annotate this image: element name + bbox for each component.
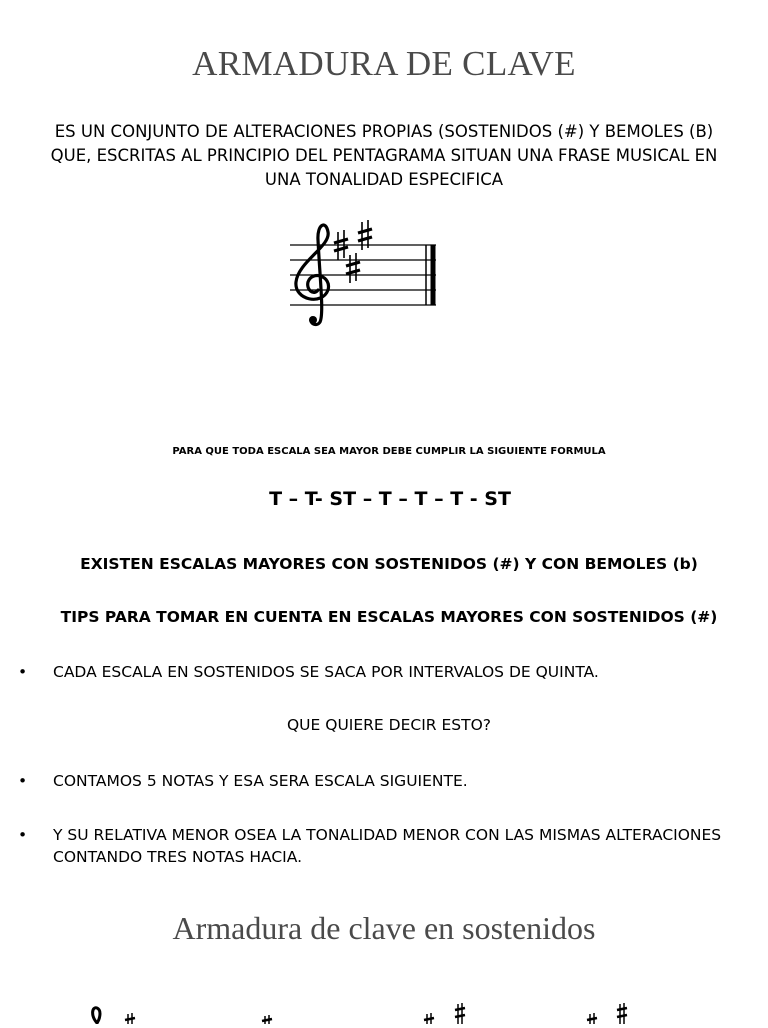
rule-note: PARA QUE TODA ESCALA SEA MAYOR DEBE CUMPLIR LA SIGUIENTE FORMULA	[172, 446, 606, 457]
definition-paragraph: ES UN CONJUNTO DE ALTERACIONES PROPIAS (SOSTENIDOS (#) Y BEMOLES (B) QUE, ESCRITAS AL PRINCIPIO DEL PENTAGRAMA SITUAN UNA FRASE MUSICAL EN UNA TONALIDAD ESPECIFICA	[50, 122, 718, 189]
tips-heading: TIPS PARA TOMAR EN CUENTA EN ESCALAS MAYORES CON SOSTENIDOS (#)	[60, 608, 718, 626]
bullet-marker: •	[18, 772, 28, 790]
list-item-text: CONTAMOS 5 NOTAS Y ESA SERA ESCALA SIGUIENTE.	[53, 772, 468, 790]
sharp-icon	[346, 253, 360, 283]
scales-heading: EXISTEN ESCALAS MAYORES CON SOSTENIDOS (#) Y CON BEMOLES (b)	[80, 555, 698, 573]
list-item-text: Y SU RELATIVA MENOR OSEA LA TONALIDAD MENOR CON LAS MISMAS ALTERACIONES CONTANDO TRES NOTAS HACIA.	[53, 826, 722, 866]
bullet-marker: •	[18, 826, 28, 844]
page-title: ARMADURA DE CLAVE	[192, 44, 576, 83]
list-item	[18, 661, 758, 683]
list-item	[18, 770, 758, 792]
staff-icon	[286, 210, 446, 335]
key-signature-example	[286, 210, 446, 335]
bullet-marker: •	[18, 663, 28, 681]
list-item	[18, 824, 758, 868]
question-text: QUE QUIERE DECIR ESTO?	[286, 716, 491, 734]
list-item-text: CADA ESCALA EN SOSTENIDOS SE SACA POR INTERVALOS DE QUINTA.	[53, 663, 599, 681]
scale-formula: T – T- ST – T – T – T - ST	[269, 488, 511, 510]
sharps-notation-icon	[60, 998, 740, 1024]
section-subtitle: Armadura de clave en sostenidos	[172, 910, 596, 946]
